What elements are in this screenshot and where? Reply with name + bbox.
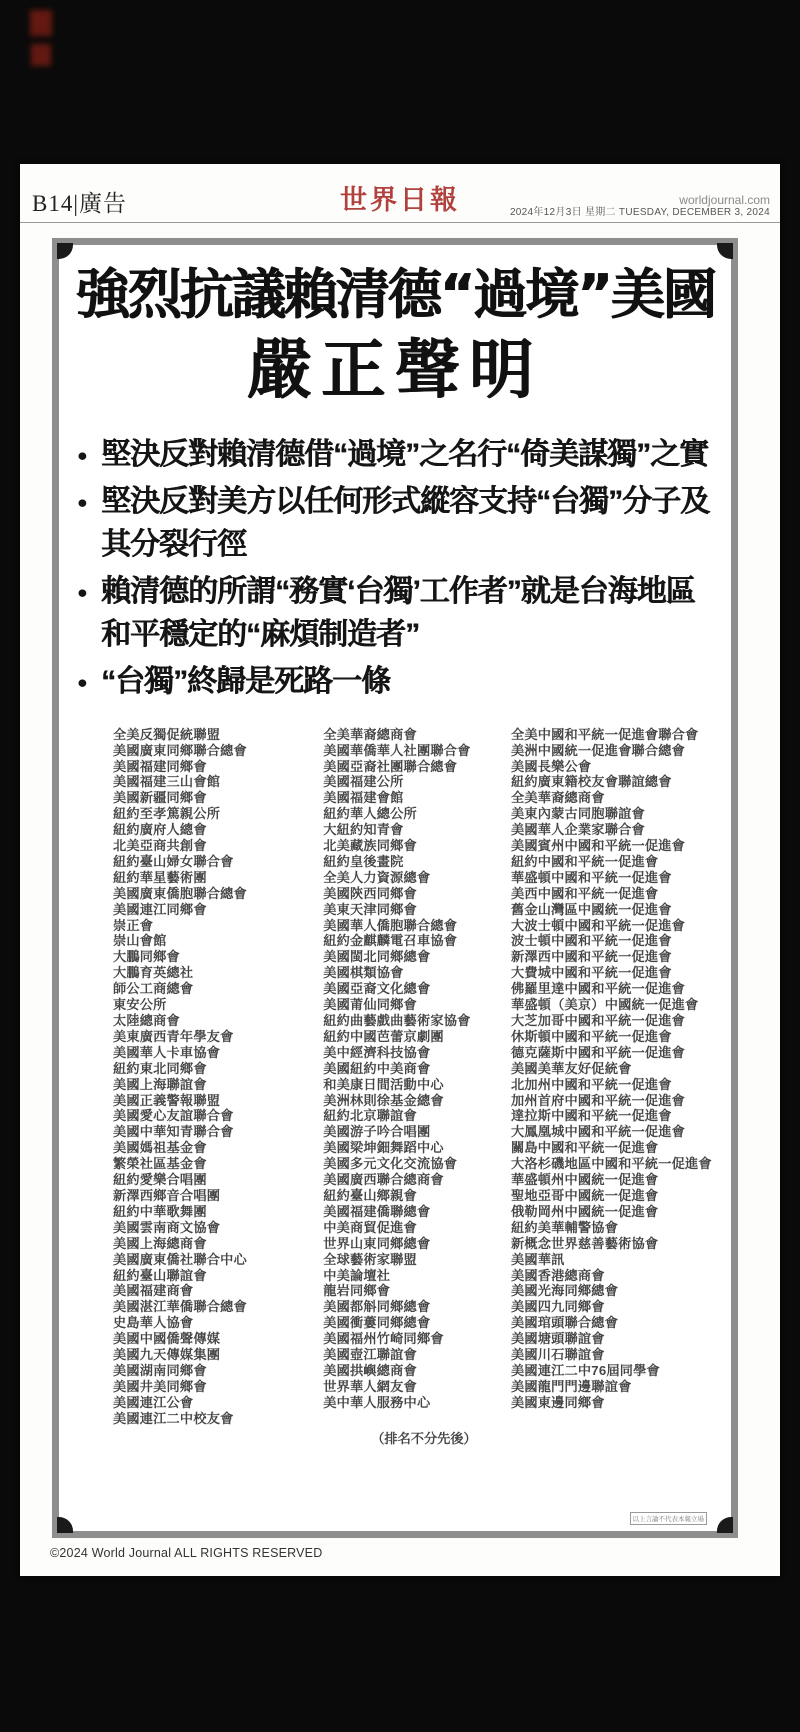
org-item: 美國福建同鄉會 [113,758,207,774]
statement-bullet: ● 賴清德的所謂“務實‘台獨’工作者”就是台海地區和平穩定的“麻煩制造者” [77,570,721,656]
frame-corner [57,1517,73,1533]
newspaper-page [20,164,780,1576]
org-item: 美國連江公會 [113,1394,194,1410]
org-item: 美中經濟科技協會 [323,1044,431,1060]
org-item: 太陸總商會 [113,1013,180,1028]
org-item: 師公工商總會 [113,981,194,997]
org-item: 大費城中國和平統一促進會 [510,965,672,981]
org-item: 大芝加哥中國和平統一促進會 [510,1013,686,1028]
org-item: 全美中國和平統一促進會聯合會 [510,726,699,742]
org-item: 大鵬同鄉會 [113,949,180,965]
org-item: 美國華人卡車協會 [113,1044,221,1060]
scan-artifact-red-smudge [30,10,52,36]
statement-bullet: ● “台獨”終歸是死路一條 [77,660,721,703]
org-item: 新澤西鄉音合唱團 [113,1187,221,1203]
org-item: 美國福建公所 [323,774,404,790]
org-item: 美國福建三山會館 [113,774,221,790]
org-item: 美國賓州中國和平統一促進會 [510,838,686,854]
org-item: 美東內蒙古同胞聯誼會 [510,806,645,822]
org-item: 佛羅里達中國和平統一促進會 [510,981,686,997]
frame-corner [57,243,73,259]
org-item: 美國塘頭聯誼會 [510,1331,605,1347]
frame-corner [717,243,733,259]
org-item: 美國連江同鄉會 [113,901,207,917]
org-item: 大波士頓中國和平統一促進會 [510,917,686,933]
org-item: 華盛頓（美京）中國統一促進會 [510,997,699,1013]
org-item: 崇正會 [113,917,154,933]
org-item: 和美康日間活動中心 [323,1076,444,1092]
org-item: 美洲中國統一促進會聯合總會 [510,742,686,758]
org-item: 紐約愛樂合唱團 [113,1172,207,1188]
org-item: 美國梁坤鈿舞蹈中心 [323,1140,444,1156]
org-item: 紐約華星藝術團 [113,869,207,885]
org-item: 俄勒岡州中國統一促進會 [510,1203,659,1219]
org-item: 美國雲南商文協會 [113,1219,221,1235]
org-item: 美國都斛同鄉總會 [323,1299,431,1315]
org-item: 美中華人服務中心 [323,1394,431,1410]
org-item: 關島中國和平統一促進會 [510,1140,659,1156]
org-item: 美國亞裔文化總會 [323,981,431,997]
org-item: 美國香港總商會 [510,1267,605,1283]
org-item: 世界華人網友會 [323,1378,417,1394]
ad-headline-line1: 強烈抗議賴清德“過境”美國 [75,263,715,326]
copyright-line: ©2024 World Journal ALL RIGHTS RESERVED [50,1546,323,1560]
org-item: 北美藏族同鄉會 [323,838,417,854]
org-item: 美國上海總商會 [113,1235,207,1251]
org-item: 美國正義警報聯盟 [113,1092,221,1108]
org-item: 紐約至孝篤親公所 [113,806,221,822]
org-item: 紐約廣府人總會 [113,822,207,838]
org-item: 休斯頓中國和平統一促進會 [510,1028,672,1044]
org-item: 美國東邊同鄉會 [510,1394,605,1410]
org-item: 美國陝西同鄉會 [323,885,417,901]
org-item: 紐約臺山婦女聯合會 [113,853,234,869]
org-item: 繁榮社區基金會 [113,1156,207,1172]
org-item: 美國棋類協會 [323,965,404,981]
org-item: 美國媽祖基金會 [113,1140,207,1156]
org-item: 美洲林則徐基金總會 [323,1092,444,1108]
org-item: 加州首府中國和平統一促進會 [510,1092,686,1108]
disclaimer-box: 以上言論不代表本報立場 [630,1512,708,1525]
org-item: 美國中華知青聯合會 [113,1124,234,1140]
org-item: 美國龍門門邊聯誼會 [510,1378,632,1394]
org-item: 紐約中華歌舞團 [113,1203,207,1219]
org-item: 美國廣東僑胞聯合總會 [113,885,247,901]
org-item: 美國中國僑聲傳媒 [113,1331,221,1347]
org-item: 美國新疆同鄉會 [113,790,207,806]
org-item: 美國九天傳媒集團 [113,1347,221,1363]
org-item: 大鳳凰城中國和平統一促進會 [510,1124,686,1140]
organization-column-2 [323,727,511,1427]
dateline: 2024年12月3日 星期二 TUESDAY, DECEMBER 3, 2024 [509,207,770,218]
org-item: 中美商貿促進會 [323,1219,417,1235]
org-item: 美國廣西聯合總商會 [323,1172,444,1188]
org-item: 美國亞裔社團聯合總會 [323,758,458,774]
org-item: 美國福建僑聯總會 [323,1203,431,1219]
org-item: 美國湛江華僑聯合總會 [113,1299,247,1315]
org-item: 全美華裔總商會 [510,790,605,806]
org-item: 華盛頓中國和平統一促進會 [510,869,672,885]
statement-bullet: ● 堅決反對賴清德借“過境”之名行“倚美謀獨”之實 [77,433,721,476]
org-item: 紐約臺山鄉親會 [323,1187,417,1203]
org-item: 紐約曲藝戲曲藝術家協會 [323,1013,471,1028]
org-item: 全球藝術家聯盟 [323,1251,417,1267]
org-item: 美國四九同鄉會 [510,1299,605,1315]
org-item: 中美論壇社 [323,1267,391,1283]
org-item: 龍岩同鄉會 [323,1283,391,1299]
org-item: 美國川石聯誼會 [510,1347,605,1363]
org-item: 美國福州竹崎同鄉會 [323,1331,444,1347]
org-item: 德克薩斯中國和平統一促進會 [510,1044,686,1060]
org-item: 紐約廣東籍校友會聯誼總會 [510,774,672,790]
organization-column-1 [113,727,323,1427]
org-item: 紐約臺山聯誼會 [113,1267,207,1283]
org-item: 美國長樂公會 [510,758,592,774]
org-item: 美國井美同鄉會 [113,1378,207,1394]
org-item: 全美人力資源總會 [323,869,431,885]
org-item: 世界山東同鄉總會 [323,1235,431,1251]
org-item: 新澤西中國和平統一促進會 [510,949,672,965]
org-item: 紐約華人總公所 [323,806,417,822]
org-item: 全美反獨促統聯盟 [113,726,221,742]
org-item: 北美亞商共創會 [113,838,207,854]
organization-columns [59,727,731,1427]
advertisement-box [52,238,738,1538]
org-item: 美國琯頭聯合總會 [510,1315,619,1331]
org-item: 美西中國和平統一促進會 [510,885,659,901]
website-url: worldjournal.com [679,193,770,207]
org-item: 美國湖南同鄉會 [113,1362,207,1378]
org-item: 美國華訊 [510,1251,565,1267]
header-right-block [510,194,770,219]
org-item: 紐約美華輔警協會 [510,1219,619,1235]
org-item: 美國閩北同鄉總會 [323,949,431,965]
org-item: 大鵬育英總社 [113,965,194,981]
masthead-logo: 世界日報 [340,185,460,216]
org-item: 美國華僑華人社團聯合會 [323,742,471,758]
org-item: 紐約中國和平統一促進會 [510,853,659,869]
org-item: 美國福建商會 [113,1283,194,1299]
organization-column-3 [511,727,731,1427]
org-item: 美國多元文化交流協會 [323,1156,458,1172]
org-item: 東安公所 [113,997,167,1013]
org-item: 美國游子吟合唱團 [323,1124,431,1140]
org-item: 紐約東北同鄉會 [113,1060,207,1076]
org-item: 新概念世界慈善藝術協會 [510,1235,659,1251]
org-item: 紐約中國芭蕾京劇團 [323,1028,444,1044]
statement-bullet-list [77,433,721,703]
org-item: 華盛頓州中國統一促進會 [510,1172,659,1188]
org-item: 美國福建會館 [323,790,404,806]
ad-headline-line2: 嚴正聲明 [247,333,543,406]
org-item: 崇山會館 [113,933,167,949]
org-item: 美國衝蔞同鄉總會 [323,1315,431,1331]
org-item: 波士頓中國和平統一促進會 [510,933,672,949]
org-item: 美國連江二中76屆同學會 [510,1362,660,1378]
org-item: 紐約北京聯誼會 [323,1108,417,1124]
section-label: B14|廣告 [32,191,127,216]
org-item: 美國壺江聯誼會 [323,1347,417,1363]
org-item: 聖地亞哥中國統一促進會 [510,1187,659,1203]
org-item: 美東天津同鄉會 [323,901,417,917]
org-item: 北加州中國和平統一促進會 [510,1076,672,1092]
org-item: 美國華人僑胞聯合總會 [323,917,458,933]
org-item: 美國廣東僑社聯合中心 [113,1251,247,1267]
org-item: 大紐約知青會 [323,822,404,838]
org-item: 史島華人協會 [113,1315,194,1331]
org-item: 全美華裔總商會 [323,726,417,742]
org-item: 美國連江二中校友會 [113,1410,234,1426]
org-item: 大洛杉磯地區中國和平統一促進會 [510,1156,712,1172]
org-item: 紐約金麒麟電召車協會 [323,933,458,949]
org-item: 美國愛心友誼聯合會 [113,1108,234,1124]
org-item: 舊金山灣區中國統一促進會 [510,901,672,917]
org-item: 美國莆仙同鄉會 [323,997,417,1013]
org-item: 達拉斯中國和平統一促進會 [510,1108,672,1124]
page-header [20,164,780,223]
org-item: 美國華人企業家聯合會 [510,822,645,838]
org-item: 美國美華友好促統會 [510,1060,632,1076]
org-item: 美國上海聯誼會 [113,1076,207,1092]
org-item: 美東廣西青年學友會 [113,1028,234,1044]
statement-bullet: ● 堅決反對美方以任何形式縱容支持“台獨”分子及其分裂行徑 [77,480,721,566]
org-item: 美國拱嶼總商會 [323,1362,417,1378]
scan-artifact-red-smudge [31,44,51,66]
org-item: 美國光海同鄉總會 [510,1283,619,1299]
org-item: 美國廣東同鄉聯合總會 [113,742,247,758]
frame-corner [717,1517,733,1533]
org-item: 美國紐約中美商會 [323,1060,431,1076]
ranking-note: （排名不分先後） [371,1430,477,1446]
org-item: 紐約皇後畫院 [323,853,404,869]
